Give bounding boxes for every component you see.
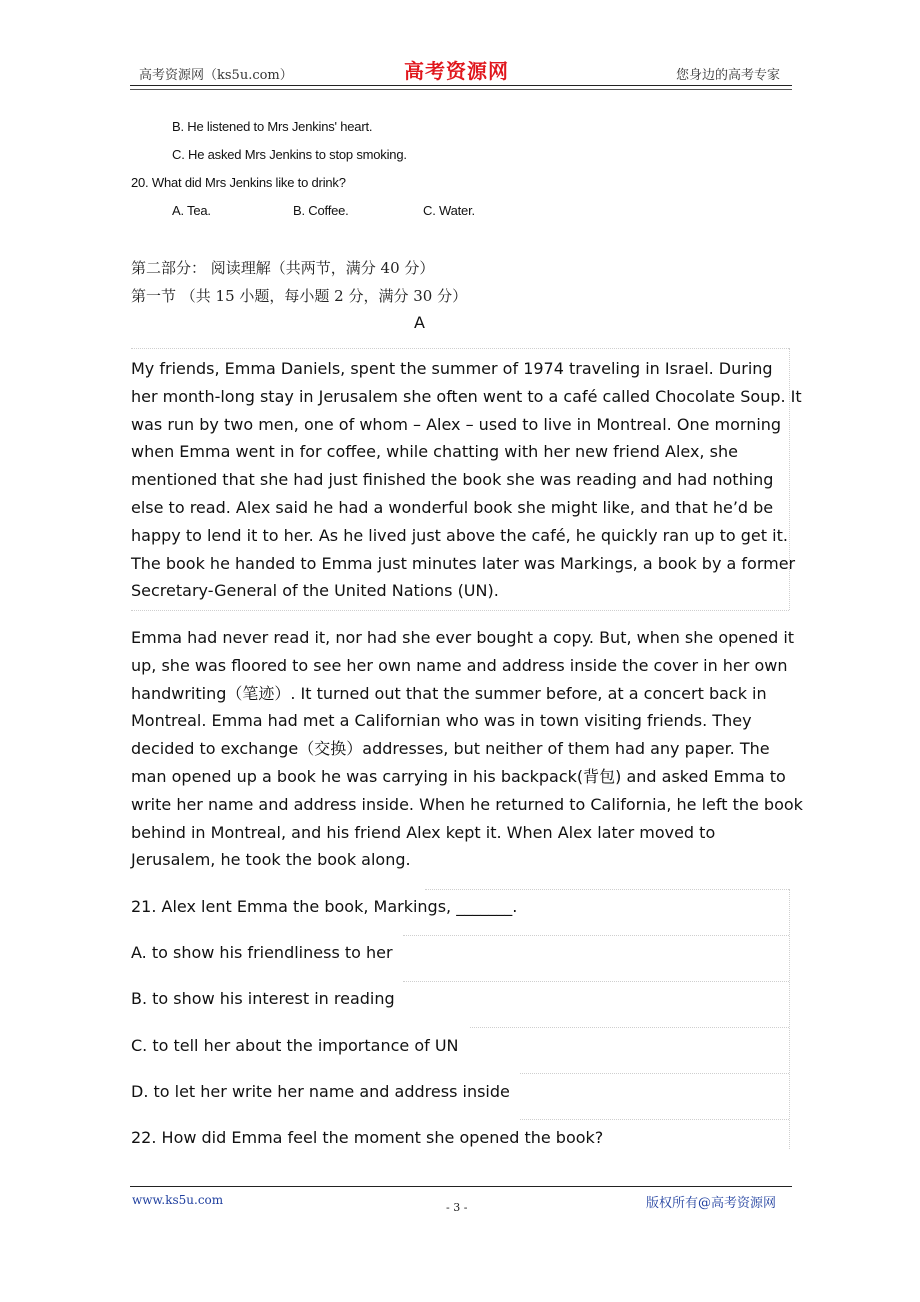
footer-rule: [130, 1186, 792, 1187]
guide-line: [131, 610, 789, 611]
q21-option-a: A. to show his friendliness to her: [131, 943, 393, 962]
guide-line: [131, 348, 789, 349]
header-rule: [130, 85, 792, 86]
guide-line: [403, 935, 789, 936]
header-site-name: 高考资源网（ks5u.com）: [139, 68, 293, 83]
q21-question: 21. Alex lent Emma the book, Markings, _______.: [131, 897, 518, 916]
q20-option-a: A. Tea.: [172, 203, 211, 218]
guide-line: [403, 981, 789, 982]
header-logo: 高考资源网: [404, 59, 509, 83]
header-slogan: 您身边的高考专家: [676, 68, 781, 83]
q22-question: 22. How did Emma feel the moment she opened the book?: [131, 1128, 604, 1147]
passage-paragraph-1: My friends, Emma Daniels, spent the summer of 1974 traveling in Israel. During her month-long stay in Jerusalem she often went to a café called Chocolate Soup. It was run by two men, one of whom – Alex – used to live in Montreal. One morning when Emma went in for coffee, while chatting with her new friend Alex, she mentioned that she had just finished the book she was reading and had nothing else to read. Alex said he had a wonderful book she might like, and that he’d be happy to lend it to her. As he lived just above the café, he quickly ran up to get it. The book he handed to Emma just minutes later was Markings, a book by a former Secretary-General of the United Nations (UN).: [131, 359, 802, 601]
q20-option-c: C. Water.: [423, 203, 475, 218]
guide-line: [425, 889, 789, 890]
header-rule-thin: [130, 89, 792, 90]
q20-option-b: B. Coffee.: [293, 203, 349, 218]
q21-option-b: B. to show his interest in reading: [131, 989, 395, 1008]
passage-paragraph-2: Emma had never read it, nor had she ever bought a copy. But, when she opened it up, she was floored to see her own name and address inside the cover in her own handwriting（笔迹）. It turned out that the summer before, at a concert back in Montreal. Emma had met a Californian who was in town visiting friends. They decided to exchange（交换）addresses, but neither of them had any paper. The man opened up a book he was carrying in his backpack(背包) and asked Emma to write her name and address inside. When he returned to California, he left the book behind in Montreal, and his friend Alex kept it. When Alex later moved to Jerusalem, he took the book along.: [131, 628, 803, 870]
q19-option-c: C. He asked Mrs Jenkins to stop smoking.: [172, 147, 407, 162]
section1-heading: 第一节 （共 15 小题，每小题 2 分，满分 30 分）: [131, 287, 468, 305]
footer-copyright: 版权所有@高考资源网: [646, 1196, 777, 1211]
part2-heading: 第二部分： 阅读理解（共两节，满分 40 分）: [131, 259, 435, 277]
passage-label: A: [414, 313, 425, 332]
footer-link[interactable]: www.ks5u.com: [132, 1193, 224, 1207]
q20-question: 20. What did Mrs Jenkins like to drink?: [131, 175, 346, 190]
guide-line: [520, 1073, 789, 1074]
q21-option-d: D. to let her write her name and address inside: [131, 1082, 510, 1101]
guide-line: [470, 1027, 789, 1028]
guide-line: [789, 889, 790, 1149]
q21-option-c: C. to tell her about the importance of UN: [131, 1036, 459, 1055]
guide-line: [520, 1119, 789, 1120]
page-number: - 3 -: [446, 1201, 468, 1214]
q19-option-b: B. He listened to Mrs Jenkins' heart.: [172, 119, 373, 134]
